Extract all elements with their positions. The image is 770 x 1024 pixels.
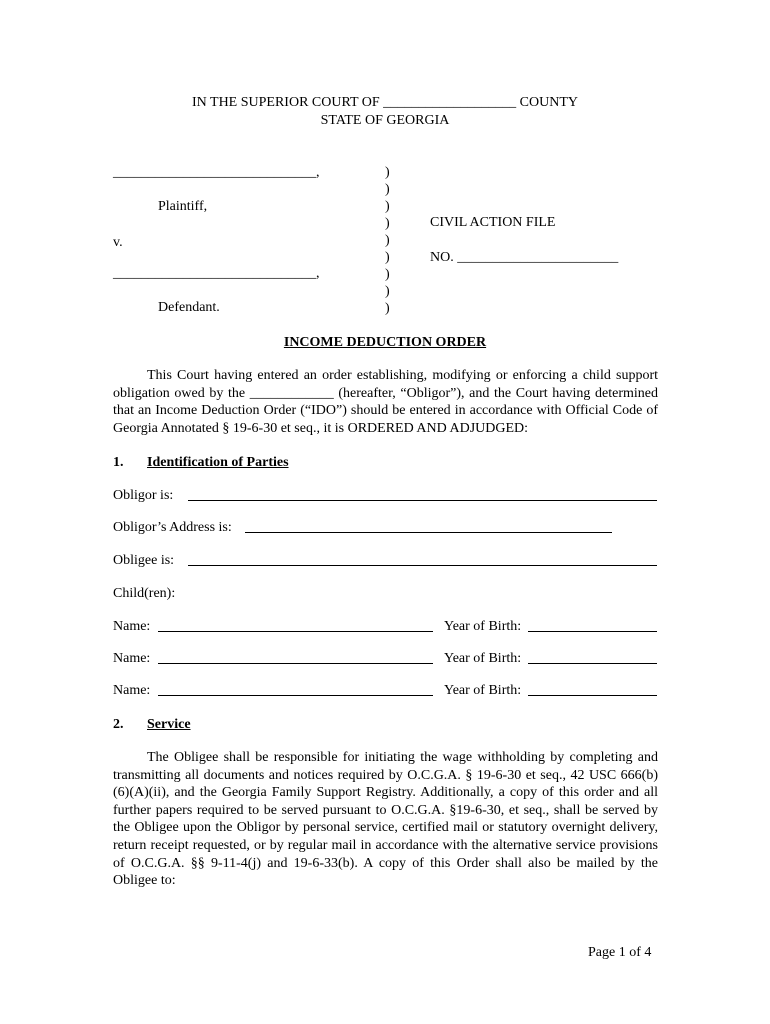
year-of-birth-field[interactable] — [528, 631, 657, 632]
obligee-field[interactable] — [188, 565, 657, 566]
child-name-field[interactable] — [158, 663, 433, 664]
children-label: Child(ren): — [113, 586, 176, 601]
defendant-name-blank: _____________________________, — [113, 266, 320, 281]
caption-paren: ) — [385, 182, 390, 197]
caption-paren: ) — [385, 267, 390, 282]
court-heading: IN THE SUPERIOR COURT OF ___________________ COUNTY — [192, 95, 578, 110]
obligor-address-field[interactable] — [245, 532, 612, 533]
obligor-address-label: Obligor’s Address is: — [113, 520, 232, 535]
caption-paren: ) — [385, 216, 390, 231]
service-paragraph — [113, 749, 658, 890]
plaintiff-label: Plaintiff, — [158, 199, 208, 214]
child-name-label: Name: — [113, 683, 151, 698]
caption-paren: ) — [385, 284, 390, 299]
civil-action-label: CIVIL ACTION FILE — [430, 215, 556, 230]
caption-paren: ) — [385, 165, 390, 180]
obligor-label: Obligor is: — [113, 488, 174, 503]
versus-label: v. — [113, 235, 123, 250]
plaintiff-name-blank: _____________________________, — [113, 165, 320, 180]
state-heading: STATE OF GEORGIA — [320, 113, 450, 128]
caption-paren: ) — [385, 199, 390, 214]
year-of-birth-label: Year of Birth: — [444, 651, 522, 666]
case-number-field[interactable]: NO. _______________________ — [430, 250, 619, 265]
section-2-heading: Service — [147, 717, 191, 732]
child-name-field[interactable] — [158, 631, 433, 632]
year-of-birth-field[interactable] — [528, 695, 657, 696]
document-title: INCOME DEDUCTION ORDER — [283, 335, 487, 350]
intro-text: This Court having entered an order establishing, modifying or enforcing a child support obligation owed by the ____________ (hereafter, “Obligor”), and the Court having determined that an Income Deduction Order (“IDO”) should be entered in accordance with Official Code of Georgia Annotated § 19-6-30 et seq., it is ORDERED AND ADJUDGED: — [113, 368, 658, 436]
intro-paragraph — [113, 367, 658, 437]
caption-paren: ) — [385, 233, 390, 248]
section-1-number: 1. — [113, 455, 124, 470]
page-number: Page 1 of 4 — [588, 945, 652, 960]
child-name-field[interactable] — [158, 695, 433, 696]
year-of-birth-label: Year of Birth: — [444, 683, 522, 698]
defendant-label: Defendant. — [158, 300, 220, 315]
child-name-label: Name: — [113, 619, 151, 634]
caption-paren: ) — [385, 301, 390, 316]
obligor-field[interactable] — [188, 500, 657, 501]
caption-paren: ) — [385, 250, 390, 265]
year-of-birth-field[interactable] — [528, 663, 657, 664]
section-2-number: 2. — [113, 717, 124, 732]
year-of-birth-label: Year of Birth: — [444, 619, 522, 634]
service-text: The Obligee shall be responsible for initiating the wage withholding by completing and transmitting all documents and notices required by O.C.G.A. § 19-6-30 et seq., 42 USC 666(b)(6)(A)(ii), and the Georgia Family Support Registry. Additionally, a copy of this order and all further papers required to be served pursuant to O.C.G.A. §19-6-30, et seq., shall be served by the Obligee upon the Obligor by personal service, certified mail or statutory overnight delivery, return receipt requested, or by regular mail in accordance with the alternative service provisions of O.C.G.A. §§ 9-11-4(j) and 19-6-33(b). A copy of this Order shall also be mailed by the Obligee to: — [113, 750, 658, 889]
section-1-heading: Identification of Parties — [147, 455, 289, 470]
obligee-label: Obligee is: — [113, 553, 175, 568]
child-name-label: Name: — [113, 651, 151, 666]
